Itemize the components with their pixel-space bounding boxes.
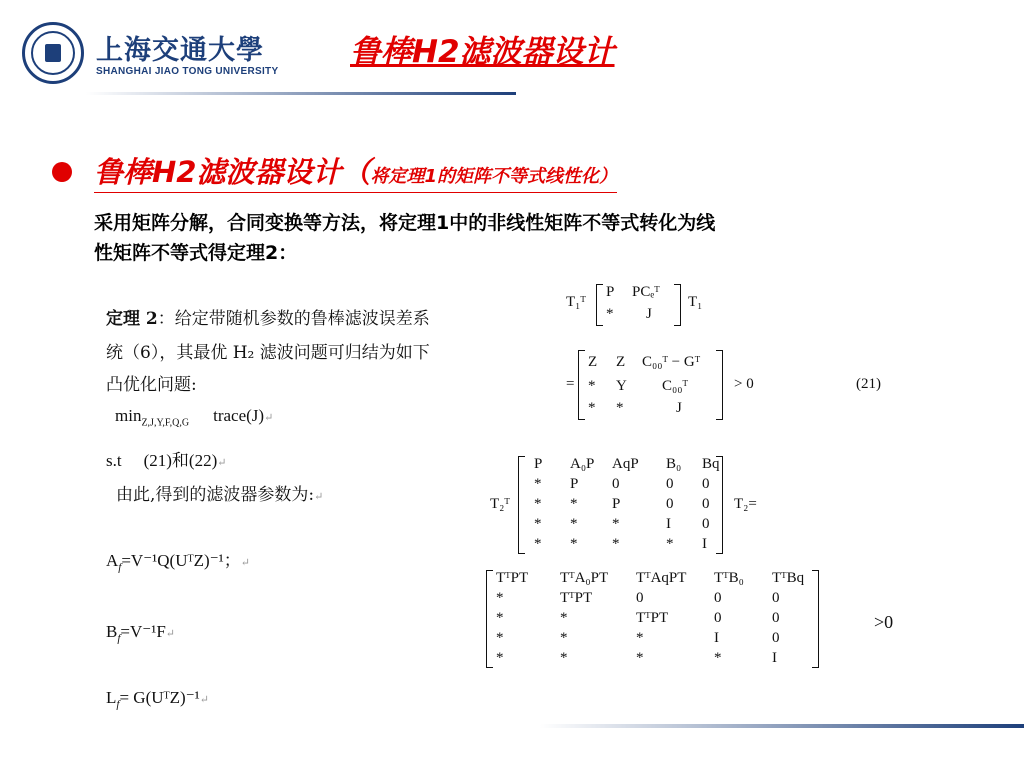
section-heading bbox=[94, 150, 617, 193]
seal-emblem bbox=[45, 44, 61, 62]
matrix-cell: * bbox=[612, 536, 620, 552]
matrix-cell: 0 bbox=[772, 630, 780, 646]
matrix-cell: TᵀA₀PT bbox=[560, 570, 609, 586]
eq22-expanded-matrix: TᵀPT TᵀA₀PT TᵀAqPT TᵀB₀ TᵀBq * TᵀPT 0 0 0 * * TᵀPT 0 0 * * * I 0 * * * * I >0 bbox=[486, 566, 916, 670]
matrix-cell: * bbox=[534, 516, 542, 532]
matrix-cell: * bbox=[636, 650, 644, 666]
matrix-cell: TᵀBq bbox=[772, 570, 805, 586]
matrix-cell: 0 bbox=[666, 476, 674, 492]
matrix-cell: 0 bbox=[772, 590, 780, 606]
matrix-cell: I bbox=[772, 650, 777, 666]
matrix-cell: I bbox=[702, 536, 707, 552]
matrix-cell: * bbox=[496, 590, 504, 606]
af-equation: $A_f=V^{-1}Q(UᵀZ)^{-1}$；↵ bbox=[106, 551, 250, 574]
matrix-cell: AqP bbox=[612, 456, 639, 472]
theorem-label: 定理 2 bbox=[106, 309, 158, 329]
matrix-cell: TᵀPT bbox=[636, 610, 669, 626]
matrix-cell: * bbox=[570, 536, 578, 552]
matrix-cell: * bbox=[570, 516, 578, 532]
matrix-cell: * bbox=[534, 496, 542, 512]
matrix-cell: P bbox=[612, 496, 621, 512]
matrix-cell: B₀ bbox=[666, 456, 682, 472]
objective: $\min_{Z,J,Y,F,Q,G}$ trace(J)↵ bbox=[115, 406, 274, 429]
eq21-lhs-right: T₁ bbox=[688, 294, 703, 310]
bullet-icon bbox=[52, 162, 72, 182]
matrix-cell: * bbox=[570, 496, 578, 512]
body-text-line2: 性矩阵不等式得定理2： bbox=[94, 242, 298, 264]
matrix-cell: * bbox=[714, 650, 722, 666]
lf-equation: $L_f=$ G(UᵀZ)⁻¹↵ bbox=[106, 688, 209, 711]
matrix-cell: TᵀPT bbox=[496, 570, 529, 586]
bracket-right bbox=[674, 284, 681, 326]
matrix-cell: * bbox=[496, 610, 504, 626]
matrix-cell: * bbox=[496, 650, 504, 666]
bf-equation: $B_f=V^{-1}F↵$ bbox=[106, 622, 176, 645]
matrix-cell: A₀P bbox=[570, 456, 595, 472]
bracket-left bbox=[596, 284, 603, 326]
seal-inner-ring bbox=[31, 31, 75, 75]
bracket-right bbox=[716, 456, 723, 554]
university-seal-logo bbox=[22, 22, 84, 84]
matrix-cell: TᵀB₀ bbox=[714, 570, 744, 586]
bracket-right bbox=[716, 350, 723, 420]
bracket-left bbox=[518, 456, 525, 554]
theorem-line3: 凸优化问题: bbox=[106, 375, 197, 395]
matrix-cell: * bbox=[496, 630, 504, 646]
matrix-cell: 0 bbox=[714, 590, 722, 606]
eq21-lhs: T₁ᵀ P PCₑᵀ * J T₁ bbox=[566, 280, 746, 330]
matrix-cell: 0 bbox=[702, 496, 710, 512]
matrix-cell: P bbox=[534, 456, 543, 472]
matrix-cell: * bbox=[560, 610, 568, 626]
matrix-cell: * bbox=[560, 650, 568, 666]
matrix-cell: 0 bbox=[666, 496, 674, 512]
matrix-cell: * bbox=[560, 630, 568, 646]
logo-english-name: SHANGHAI JIAO TONG UNIVERSITY bbox=[96, 66, 279, 77]
result-intro: 由此,得到的滤波器参数为:↵ bbox=[116, 485, 324, 505]
matrix-cell: 0 bbox=[636, 590, 644, 606]
eq21-lhs-left: T₁ᵀ bbox=[566, 294, 586, 310]
bracket-left bbox=[486, 570, 493, 668]
heading-main: 鲁棒H2滤波器设计（ bbox=[94, 155, 371, 189]
matrix-cell: 0 bbox=[772, 610, 780, 626]
matrix-cell: I bbox=[666, 516, 671, 532]
matrix-cell: * bbox=[636, 630, 644, 646]
slide-title: 鲁棒H2滤波器设计 bbox=[350, 34, 615, 70]
matrix-cell: 0 bbox=[702, 476, 710, 492]
logo-chinese-name: 上海交通大學 bbox=[96, 35, 264, 66]
matrix-cell: TᵀPT bbox=[560, 590, 593, 606]
matrix-cell: TᵀAqPT bbox=[636, 570, 687, 586]
matrix-cell: Bq bbox=[702, 456, 720, 472]
constraint: s.t (21)和(22)↵ bbox=[106, 451, 227, 470]
matrix-cell: * bbox=[612, 516, 620, 532]
eq22-matrix: T₂ᵀ P A₀P AqP B₀ Bq * P 0 0 0 * * P 0 0 * * * I 0 * * * * I T₂= bbox=[490, 456, 757, 552]
header-divider bbox=[86, 92, 516, 95]
matrix-cell: * bbox=[534, 536, 542, 552]
body-text-line1: 采用矩阵分解，合同变换等方法，将定理1中的非线性矩阵不等式转化为线 bbox=[94, 212, 716, 234]
theorem-line2: 统（6），其最优 H₂ 滤波问题可归结为如下 bbox=[106, 343, 430, 363]
theorem-line1: 定理 2：给定带随机参数的鲁棒滤波误差系 bbox=[106, 309, 430, 329]
matrix-cell: P bbox=[570, 476, 579, 492]
matrix-cell: 0 bbox=[612, 476, 620, 492]
eq21-number: (21) bbox=[856, 376, 881, 392]
matrix-cell: * bbox=[534, 476, 542, 492]
bracket-right bbox=[812, 570, 819, 668]
eq21-rhs: = Z Z C₀₀ᵀ − Gᵀ * Y C₀₀ᵀ * * J > 0 (21) bbox=[566, 346, 906, 422]
matrix-cell: I bbox=[714, 630, 719, 646]
matrix-cell: * bbox=[666, 536, 674, 552]
matrix-cell: 0 bbox=[702, 516, 710, 532]
bracket-left bbox=[578, 350, 585, 420]
footer-divider bbox=[540, 724, 1024, 728]
matrix-cell: 0 bbox=[714, 610, 722, 626]
heading-subtitle: 将定理1的矩阵不等式线性化） bbox=[370, 166, 617, 187]
